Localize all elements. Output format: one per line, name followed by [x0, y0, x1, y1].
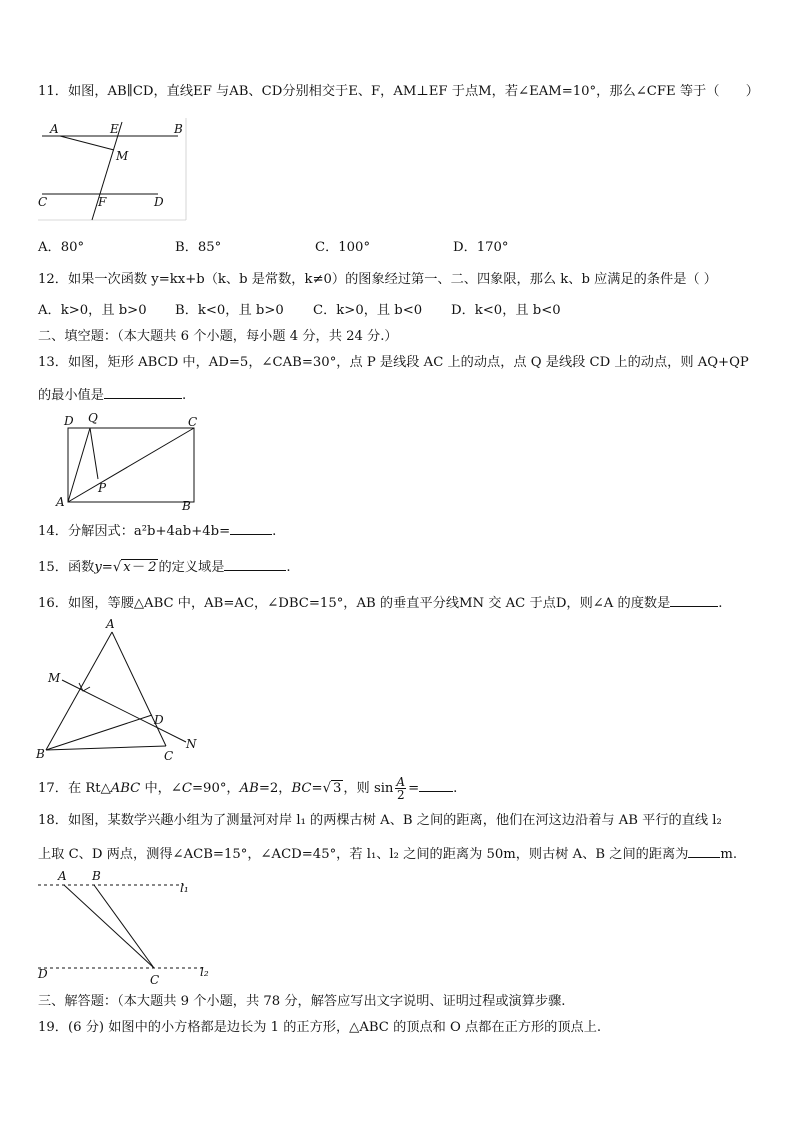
q13-text: 13．如图，矩形 ABCD 中，AD=5，∠CAB=30°，点 P 是线段 AC 上的动点，点 Q 是线段 CD 上的动点，则 AQ+QP: [38, 355, 749, 370]
q15-end: .: [286, 560, 291, 575]
q13-figure: [56, 411, 206, 513]
q18-line-2: [38, 845, 737, 863]
q12-option-b[interactable]: B．k<0，且 b>0: [175, 303, 284, 318]
q18-label-c: C: [150, 973, 160, 987]
q17-mid2: =90°，: [192, 781, 240, 796]
q11-label-m: M: [116, 149, 129, 163]
q17-sqrt-sign: √: [322, 781, 331, 796]
q17-mid5: ，则 sin: [343, 781, 394, 796]
q17-abc: ABC: [110, 781, 141, 796]
q12-option-c[interactable]: C．k>0，且 b<0: [313, 303, 423, 318]
q18-end: m.: [720, 847, 738, 862]
q13-label-p: P: [98, 481, 107, 495]
q15-sqrt-sign: √: [112, 560, 122, 575]
q16-answer-blank[interactable]: [670, 594, 718, 607]
q14-text: 14．分解因式：a²b+4ab+4b=: [38, 524, 231, 539]
q13-end: .: [181, 388, 187, 403]
q13-text2: 的最小值是: [38, 388, 104, 403]
q14-answer-blank[interactable]: [230, 522, 272, 535]
q18-answer-blank[interactable]: [688, 845, 720, 858]
q17-mid1: 中，∠: [140, 781, 182, 796]
q13-answer-blank[interactable]: [104, 386, 182, 399]
q11-label-c: C: [38, 195, 48, 209]
q17-denominator: 2: [396, 788, 405, 802]
q13-label-q: Q: [88, 411, 98, 425]
q17-fraction: [395, 776, 406, 801]
q16-text: 16．如图，等腰△ABC 中，AB=AC，∠DBC=15°，AB 的垂直平分线MN 交 AC 于点D，则∠A 的度数是: [38, 596, 671, 611]
q16-end: .: [718, 596, 723, 611]
q18-figure: [34, 866, 214, 988]
q16-label-m: M: [48, 671, 61, 685]
q13-label-c: C: [188, 415, 198, 429]
q15-eq: =: [101, 560, 113, 575]
q11-label-e: E: [110, 122, 119, 136]
q13-label-a: A: [56, 495, 65, 509]
q18-label-a: A: [58, 869, 67, 883]
q17-bc: BC: [291, 781, 312, 796]
q15-line: [38, 558, 291, 576]
q17-ab: AB: [239, 781, 259, 796]
q11-option-d[interactable]: D．170°: [453, 240, 509, 255]
q17-c: C: [181, 781, 192, 796]
q17-answer-blank[interactable]: [419, 779, 453, 792]
q12-option-a[interactable]: A．k>0，且 b>0: [38, 303, 147, 318]
section-2-heading: 二、填空题：（本大题共 6 个小题，每小题 4 分，共 24 分.）: [38, 329, 398, 344]
q11-option-c[interactable]: C．100°: [315, 240, 371, 255]
q14-line: [38, 522, 276, 540]
q17-prefix: 17．在 Rt△: [38, 781, 111, 796]
q11-text: 11．如图，AB∥CD，直线EF 与AB、CD分别相交于E、F，AM⊥EF 于点M，若∠EAM=10°，那么∠CFE 等于（ ）: [38, 84, 759, 99]
q17-line: [38, 776, 457, 801]
q11-figure: [36, 116, 188, 224]
q16-label-b: B: [36, 747, 45, 761]
q11-label-f: F: [98, 195, 107, 209]
q17-mid3: =2，: [258, 781, 292, 796]
q16-label-d: D: [154, 713, 164, 727]
q16-label-n: N: [186, 737, 197, 751]
q11-options: [38, 240, 509, 256]
section-3-heading: 三、解答题：（本大题共 9 个小题，共 78 分，解答应写出文字说明、证明过程或演算步骤.: [38, 994, 566, 1009]
q17-mid6: =: [408, 781, 420, 796]
q14-end: .: [272, 524, 277, 539]
q16-line: [38, 594, 722, 612]
q15-suffix: 的定义域是: [158, 560, 225, 575]
q13-label-b: B: [182, 499, 191, 513]
q11-label-d: D: [154, 195, 164, 209]
q16-label-a: A: [106, 617, 115, 631]
q12-option-d[interactable]: D．k<0，且 b<0: [451, 303, 561, 318]
q15-radicand: x－ 2: [123, 560, 157, 575]
q18-label-d: D: [38, 967, 48, 981]
q15-y: y: [94, 560, 102, 575]
q18-line-1: 18．如图，某数学兴趣小组为了测量河对岸 l₁ 的两棵古树 A、B 之间的距离，他们在河这边沿着与 AB 平行的直线 l₂: [38, 813, 722, 828]
q15-prefix: 15．函数: [38, 560, 95, 575]
q15-answer-blank[interactable]: [224, 558, 286, 571]
q12-options: [38, 303, 561, 319]
q12-text: 12．如果一次函数 y=kx+b（k、b 是常数，k≠0）的图象经过第一、二、四象限，那么 k、b 应满足的条件是（ ）: [38, 272, 717, 287]
q13-text-2: [38, 386, 186, 404]
q11-label-a: A: [50, 122, 59, 136]
q11-option-a[interactable]: A．80°: [38, 240, 85, 255]
q17-sqrt3: 3: [332, 781, 342, 796]
q17-end: .: [453, 781, 458, 796]
q18-text2: 上取 C、D 两点，测得∠ACB=15°，∠ACD=45°，若 l₁、l₂ 之间的距离为 50m，则古树 A、B 之间的距离为: [38, 847, 689, 862]
q17-mid4: =: [311, 781, 323, 796]
q11-option-b[interactable]: B．85°: [175, 240, 222, 255]
q16-label-c: C: [164, 749, 174, 763]
q18-label-l1: l₁: [180, 881, 189, 895]
q18-label-l2: l₂: [200, 965, 209, 979]
q19-text: 19．(6 分) 如图中的小方格都是边长为 1 的正方形，△ABC 的顶点和 O 点都在正方形的顶点上.: [38, 1020, 602, 1035]
q18-label-b: B: [92, 869, 101, 883]
q13-label-d: D: [64, 414, 74, 428]
q11-label-b: B: [174, 122, 183, 136]
q16-figure: [34, 616, 206, 762]
q17-numerator: A: [396, 775, 406, 789]
